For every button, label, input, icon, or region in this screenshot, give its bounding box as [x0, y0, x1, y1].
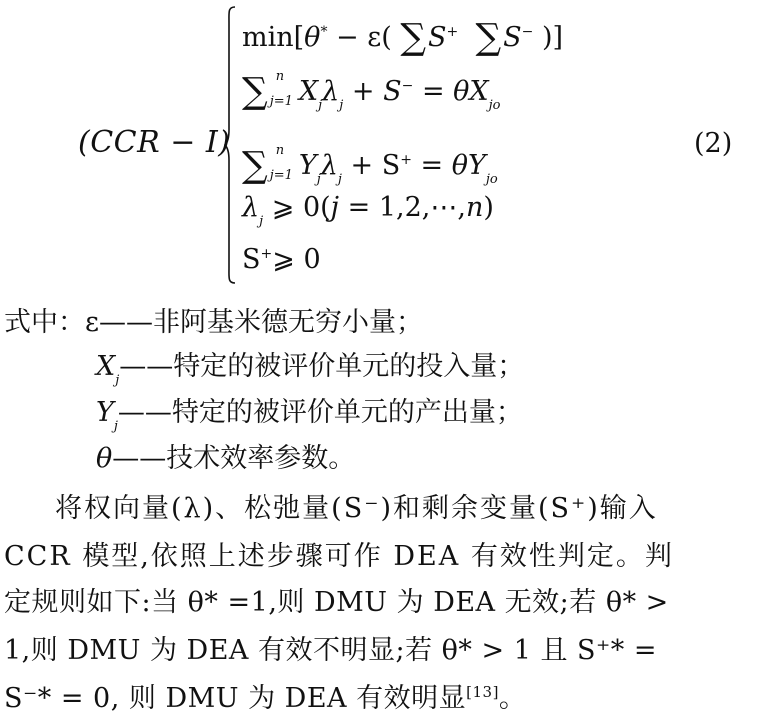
paragraph-line-5-text: S⁻* = 0, 则 DMU 为 DEA 有效明显: [4, 683, 467, 714]
equation-output-constraint: ∑ n j=1 $Y_j\lambda_j + S^+ = \theta Y_{jo}$: [242, 142, 498, 188]
definition-y: $Y_j——$特定的被评价单元的产出量；: [96, 397, 523, 435]
definition-symbol: θ: [96, 443, 113, 474]
definition-text: ——特定的被评价单元的产出量；: [117, 397, 523, 428]
equation-lambda-constraint: $\lambda_j$ ⩾ 0(j = 1,2,⋯,n): [242, 192, 494, 230]
equation-objective-line: min[θ* − ε( ∑S+ ∑S− )]: [242, 17, 564, 58]
definition-x: $X_j——$特定的被评价单元的投入量；: [96, 351, 525, 389]
paragraph-line-2: CCR 模型,依照上述步骤可作 DEA 有效性判定。判: [4, 541, 674, 572]
equation-number: (2): [694, 128, 733, 159]
paragraph-line-1: 将权向量(λ)、松弛量(S⁻)和剩余变量(S⁺)输入: [55, 493, 658, 524]
definition-epsilon: [4, 300, 423, 339]
definitions-intro: 式中：: [4, 307, 85, 338]
equation-slack-constraint: S+⩾ 0: [242, 244, 321, 275]
paragraph-line-5-end: 。: [498, 683, 527, 714]
paragraph-line-3: 定规则如下:当 θ* =1,则 DMU 为 DEA 无效;若 θ* >: [4, 587, 669, 618]
left-brace: [224, 6, 236, 284]
definition-theta: [96, 436, 355, 475]
definition-text: ——技术效率参数。: [112, 443, 356, 474]
definition-text: ——特定的被评价单元的投入量；: [119, 351, 525, 382]
citation-ref[interactable]: [13]: [466, 683, 499, 701]
paragraph-line-5: [4, 676, 526, 715]
equation-input-constraint: ∑ n j=1 $X_j\lambda_j + S^- = \theta X_{jo}$: [242, 68, 501, 114]
definition-text: ——非阿基米德无穷小量；: [99, 307, 423, 338]
equation-label: (CCR − I): [78, 125, 231, 160]
paragraph-line-4: 1,则 DMU 为 DEA 有效不明显;若 θ* > 1 且 S⁺* =: [4, 635, 658, 666]
definition-symbol: ε: [85, 307, 99, 338]
equation-block: [0, 0, 757, 290]
